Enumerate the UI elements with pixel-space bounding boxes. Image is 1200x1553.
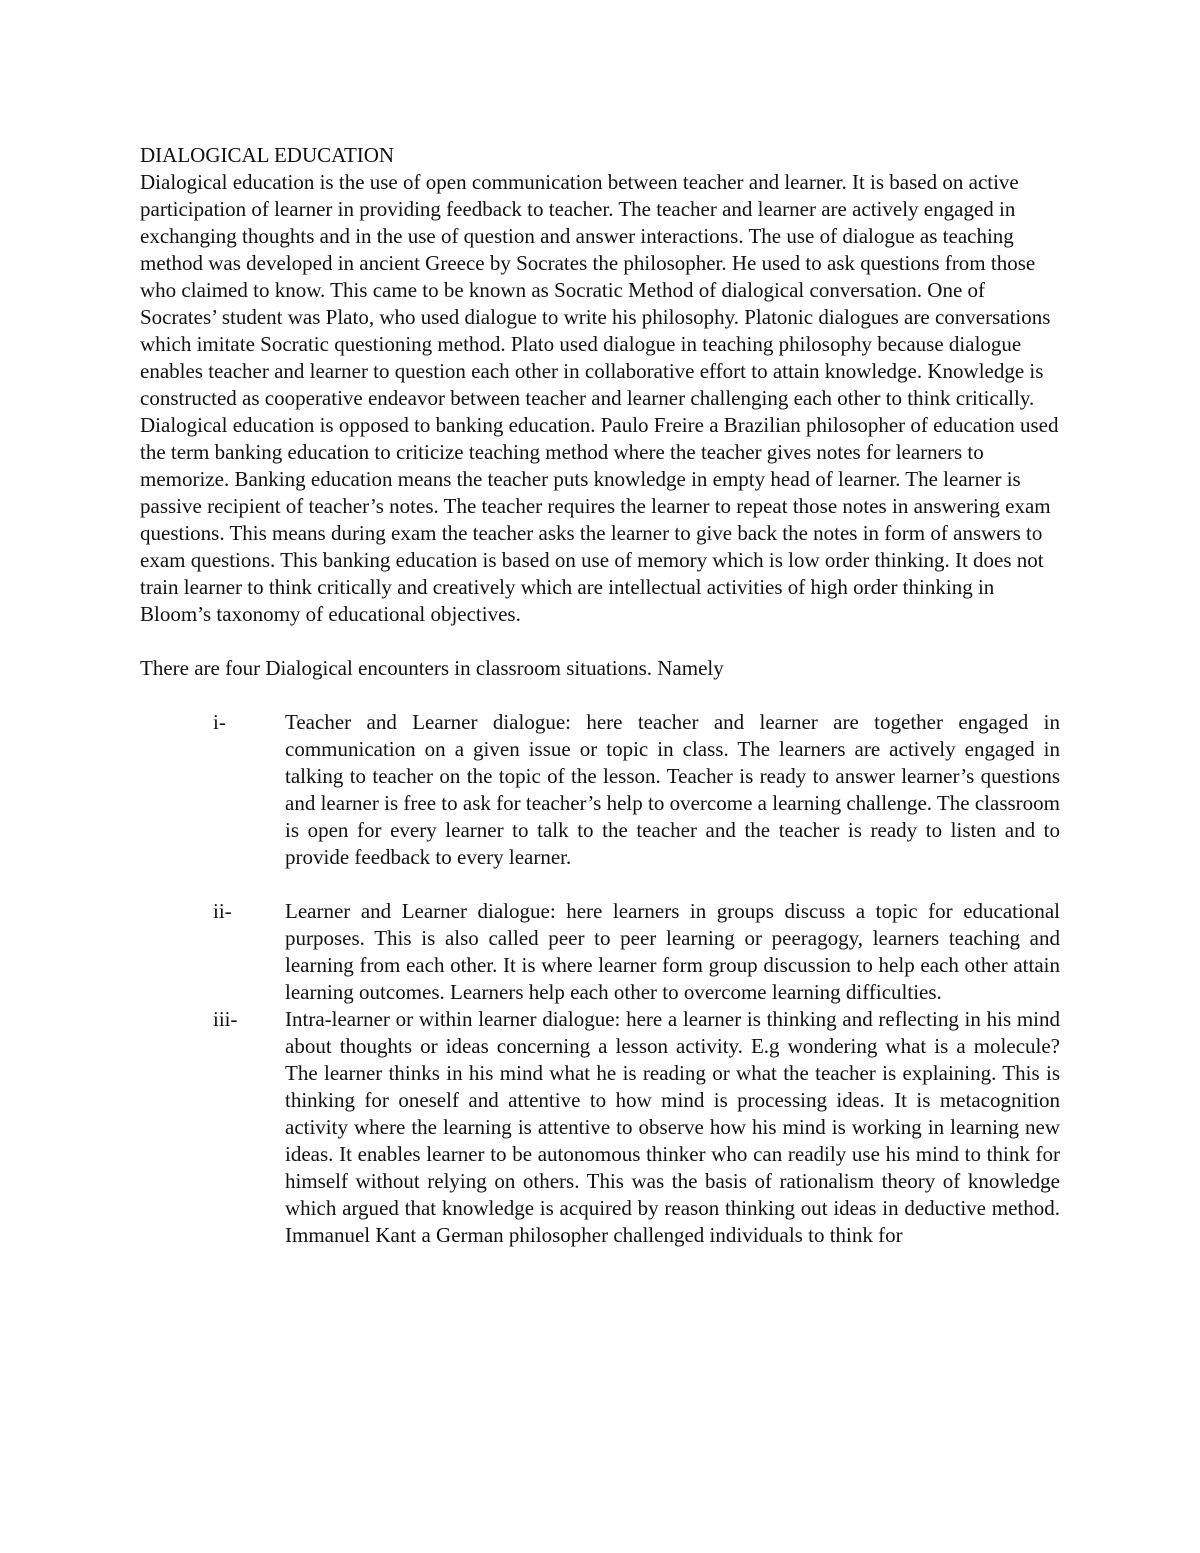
list-item	[140, 709, 1060, 871]
list-item-text: Learner and Learner dialogue: here learners in groups discuss a topic for educational purposes. This is also called peer to peer learning or peeragogy, learners teaching and learning from each other. It is where learner form group discussion to help each other attain learning outcomes. Learners help each other to overcome learning difficulties.	[285, 899, 1060, 1004]
paragraph-1: Dialogical education is the use of open communication between teacher and learner. It is based on active participation of learner in providing feedback to teacher. The teacher and learner are actively engaged in exchanging thoughts and in the use of question and answer interactions. The use of dialogue as teaching method was developed in ancient Greece by Socrates the philosopher. He used to ask questions from those who claimed to know. This came to be known as Socratic Method of dialogical conversation. One of Socrates’ student was Plato, who used dialogue to write his philosophy. Platonic dialogues are conversations which imitate Socratic questioning method. Plato used dialogue in teaching philosophy because dialogue enables teacher and learner to question each other in collaborative effort to attain knowledge. Knowledge is constructed as cooperative endeavor between teacher and learner challenging each other to think critically.	[140, 170, 1051, 410]
list-marker: ii-	[213, 899, 232, 923]
list-spacer	[140, 682, 1060, 709]
paragraph-spacer	[140, 628, 1060, 655]
list-marker: iii-	[213, 1007, 238, 1031]
list-marker: i-	[213, 710, 226, 734]
list-item-text: Intra-learner or within learner dialogue: here a learner is thinking and reflecting in his mind about thoughts or ideas concerning a lesson activity. E.g wondering what is a molecule? The learner thinks in his mind what he is reading or what the teacher is explaining. This is thinking for oneself and attentive to how mind is processing ideas. It is metacognition activity where the learning is attentive to observe how his mind is working in learning new ideas. It enables learner to be autonomous thinker who can readily use his mind to think for himself without relying on others. This was the basis of rationalism theory of knowledge which argued that knowledge is acquired by reason thinking out ideas in deductive method. Immanuel Kant a German philosopher challenged individuals to think for	[285, 1007, 1060, 1247]
list-item-text: Teacher and Learner dialogue: here teacher and learner are together engaged in communication on a given issue or topic in class. The learners are actively engaged in talking to teacher on the topic of the lesson. Teacher is ready to answer learner’s questions and learner is free to ask for teacher’s help to overcome a learning challenge. The classroom is open for every learner to talk to the teacher and the teacher is ready to listen and to provide feedback to every learner.	[285, 710, 1060, 869]
document-title: DIALOGICAL EDUCATION	[140, 143, 395, 167]
list-item	[140, 898, 1060, 1006]
list-item	[140, 1006, 1060, 1249]
document-page	[140, 142, 1060, 1249]
paragraph-2: Dialogical education is opposed to banking education. Paulo Freire a Brazilian philosopher of education used the term banking education to criticize teaching method where the teacher gives notes for learners to memorize. Banking education means the teacher puts knowledge in empty head of learner. The learner is passive recipient of teacher’s notes. The teacher requires the learner to repeat those notes in answering exam questions. This means during exam the teacher asks the learner to give back the notes in form of answers to exam questions. This banking education is based on use of memory which is low order thinking. It does not train learner to think critically and creatively which are intellectual activities of high order thinking in Bloom’s taxonomy of educational objectives.	[140, 413, 1059, 626]
encounter-list	[140, 709, 1060, 1249]
list-intro: There are four Dialogical encounters in classroom situations. Namely	[140, 656, 724, 680]
